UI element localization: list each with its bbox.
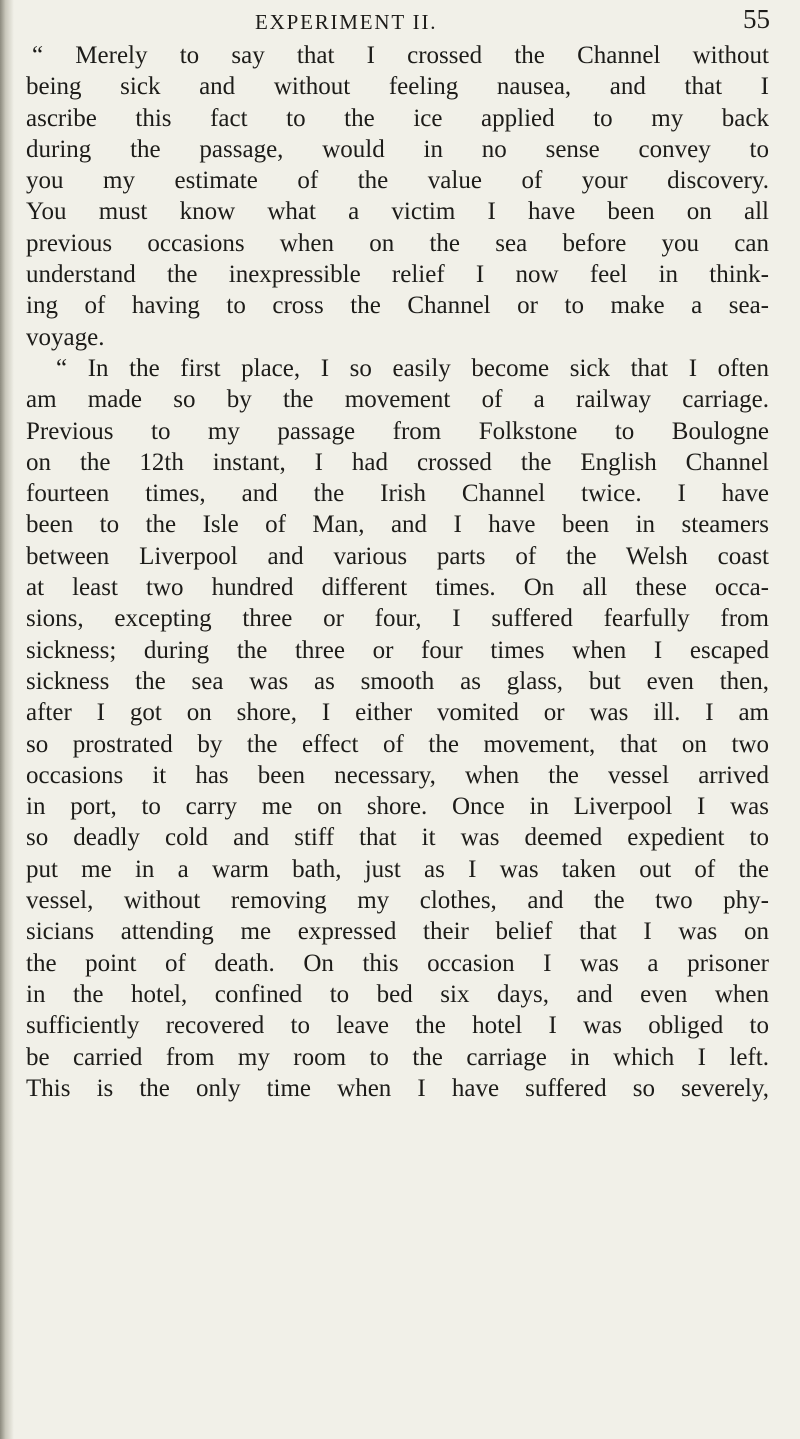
text-line: so deadly cold and stiff that it was deemed expedient to <box>26 824 769 852</box>
page-gutter-shadow <box>0 0 14 1439</box>
text-line: been to the Isle of Man, and I have been in steamers <box>26 511 769 539</box>
text-line: the point of death. On this occasion I was a prisoner <box>26 949 769 977</box>
text-line: sions, excepting three or four, I suffered fearfully from <box>26 605 769 633</box>
text-line: “ Merely to say that I crossed the Channel without <box>32 42 769 69</box>
text-line: previous occasions when on the sea before you can <box>26 229 769 257</box>
text-line: This is the only time when I have suffered so severely, <box>26 1074 769 1102</box>
text-line: sufficiently recovered to leave the hotel I was obliged to <box>26 1012 769 1040</box>
text-line: occasions it has been necessary, when the vessel arrived <box>26 761 769 789</box>
running-title: EXPERIMENT II. <box>255 10 438 34</box>
text-line: ascribe this fact to the ice applied to my back <box>26 104 769 132</box>
text-line: “ In the first place, I so easily become sick that I often <box>56 354 769 382</box>
text-line: between Liverpool and various parts of the Welsh coast <box>26 542 769 570</box>
body-text <box>26 40 769 1104</box>
text-line: being sick and without feeling nausea, and that I <box>26 73 769 101</box>
text-line: put me in a warm bath, just as I was taken out of the <box>26 855 769 883</box>
text-line: so prostrated by the effect of the movement, that on two <box>26 730 769 758</box>
text-line: You must know what a victim I have been on all <box>26 198 769 226</box>
text-line: at least two hundred different times. On all these occa- <box>26 574 769 602</box>
text-line: during the passage, would in no sense convey to <box>26 135 769 163</box>
text-line: on the 12th instant, I had crossed the English Channel <box>26 448 769 476</box>
text-line: Previous to my passage from Folkstone to Boulogne <box>26 417 769 445</box>
text-line: fourteen times, and the Irish Channel twice. I have <box>26 480 769 508</box>
text-line: be carried from my room to the carriage in which I left. <box>26 1043 769 1071</box>
text-line: sickness the sea was as smooth as glass, but even then, <box>26 667 769 695</box>
text-line: after I got on shore, I either vomited or was ill. I am <box>26 699 769 727</box>
text-line: ing of having to cross the Channel or to make a sea- <box>26 292 769 320</box>
text-line: am made so by the movement of a railway carriage. <box>26 386 769 414</box>
text-line: understand the inexpressible relief I now feel in think- <box>26 261 769 289</box>
text-line: in the hotel, confined to bed six days, and even when <box>26 980 769 1008</box>
text-line: sickness; during the three or four times when I escaped <box>26 636 769 664</box>
text-line: in port, to carry me on shore. Once in Liverpool I was <box>26 793 769 821</box>
page-number: 55 <box>743 4 770 34</box>
text-line: voyage. <box>26 323 105 351</box>
text-line: vessel, without removing my clothes, and the two phy- <box>26 887 769 915</box>
text-line: you my estimate of the value of your discovery. <box>26 167 769 195</box>
text-line: sicians attending me expressed their belief that I was on <box>26 918 769 946</box>
